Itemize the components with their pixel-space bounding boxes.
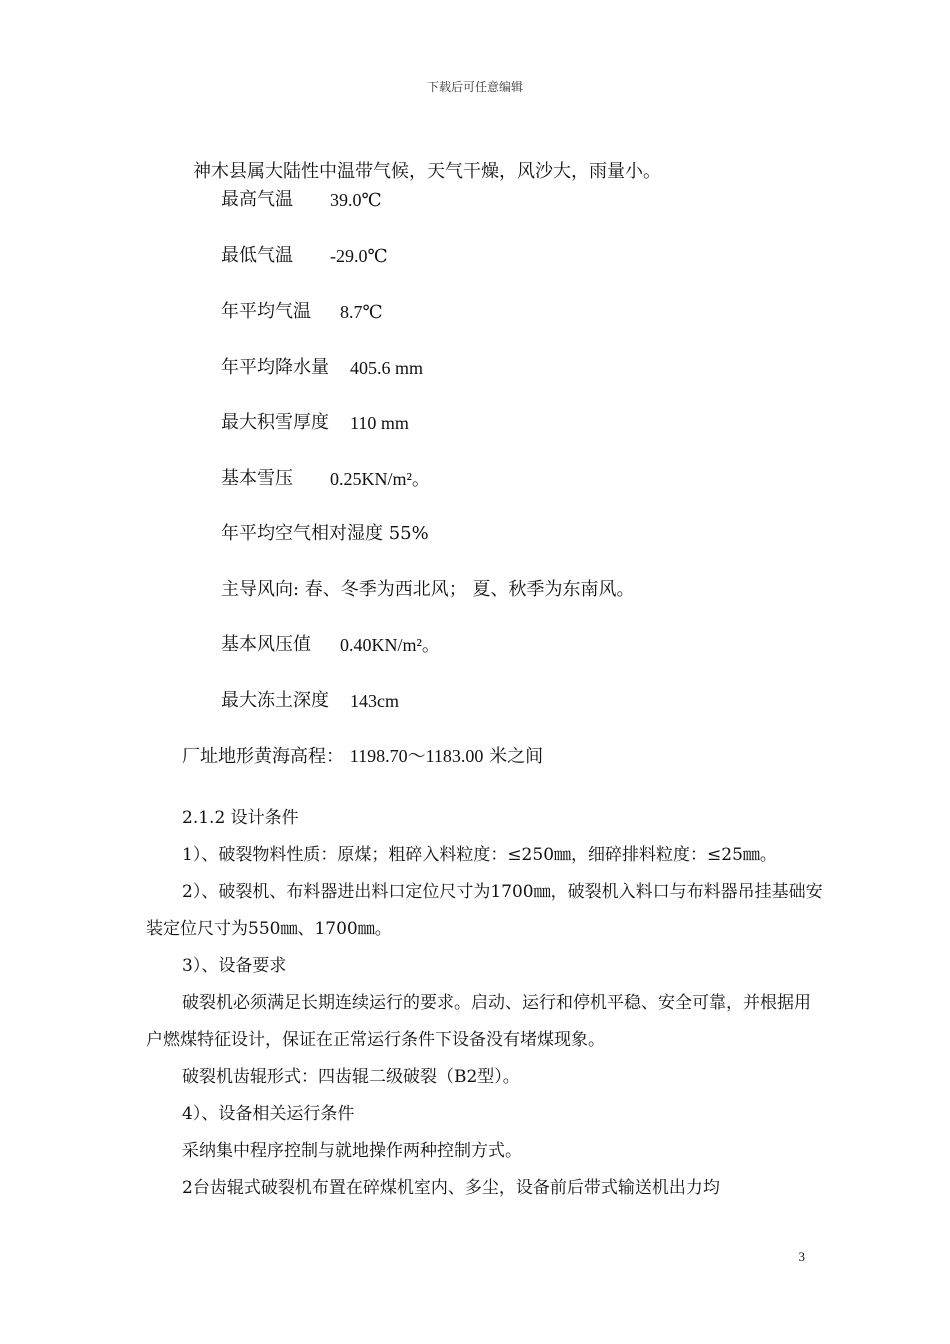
paragraph-material: 1）、破裂物料性质：原煤；粗碎入料粒度：≤250㎜，细碎排料粒度：≤25㎜。 <box>182 845 777 865</box>
terrain-elevation <box>182 742 543 768</box>
climate-label: 年平均气温 <box>221 301 311 322</box>
climate-label: 基本雪压 <box>221 468 293 489</box>
climate-intro: 神木县属大陆性中温带气候，天气干燥，风沙大，雨量小。 <box>193 161 661 182</box>
paragraph-operating-heading: 4）、设备相关运行条件 <box>182 1104 355 1124</box>
climate-label: 最低气温 <box>221 245 293 266</box>
climate-label: 基本风压值 <box>221 634 311 655</box>
climate-row-min-temp <box>221 243 388 269</box>
climate-row-humidity <box>221 521 429 547</box>
climate-label: 年平均降水量 <box>221 357 329 378</box>
climate-label: 最大冻土深度 <box>221 690 329 711</box>
climate-value: 39.0℃ <box>330 190 382 210</box>
terrain-value: 1198.70～1183.00 <box>349 746 484 766</box>
paragraph-roller-type: 破裂机齿辊形式：四齿辊二级破裂（B2型）。 <box>182 1067 520 1087</box>
terrain-label: 厂址地形黄海高程： <box>182 746 344 767</box>
design-conditions-section <box>146 800 826 1207</box>
paragraph-requirements-heading: 3）、设备要求 <box>182 956 287 976</box>
climate-label: 最高气温 <box>221 189 293 210</box>
climate-row-precipitation <box>221 355 424 381</box>
climate-row-wind-pressure <box>221 632 440 658</box>
paragraph-layout: 2台齿辊式破裂机布置在碎煤机室内、多尘，设备前后带式输送机出力均 <box>182 1178 720 1198</box>
climate-label: 主导风向: 春、冬季为西北风； 夏、秋季为东南风。 <box>221 579 635 600</box>
paragraph-requirements: 破裂机必须满足长期连续运行的要求。启动、运行和停机平稳、安全可靠，并根据用户燃煤特征设计，保证在正常运行条件下设备没有堵煤现象。 <box>146 993 811 1050</box>
paragraph-control-modes: 采纳集中程序控制与就地操作两种控制方式。 <box>182 1141 522 1161</box>
page-header: 下载后可任意编辑 <box>426 80 523 94</box>
climate-row-snow-pressure <box>221 466 430 492</box>
climate-value: 110 mm <box>350 413 409 433</box>
climate-value: 405.6 mm <box>350 358 424 378</box>
climate-value: 0.25KN/m²。 <box>330 469 430 489</box>
paragraph-dimensions: 2）、破裂机、布料器进出料口定位尺寸为1700㎜，破裂机入料口与布料器吊挂基础安装定位尺寸为550㎜、1700㎜。 <box>146 882 823 939</box>
climate-value: 143cm <box>350 691 399 711</box>
climate-value: 8.7℃ <box>340 302 383 322</box>
climate-row-wind-direction <box>221 577 635 603</box>
climate-value: 0.40KN/m²。 <box>340 635 440 655</box>
climate-value: -29.0℃ <box>330 246 388 266</box>
climate-row-frost-depth <box>221 688 399 714</box>
climate-row-avg-temp <box>221 299 383 325</box>
section-heading: 2.1.2 设计条件 <box>182 808 299 828</box>
climate-label: 年平均空气相对湿度 55% <box>221 523 429 544</box>
climate-row-max-temp <box>221 187 382 213</box>
climate-label: 最大积雪厚度 <box>221 412 329 433</box>
terrain-suffix: 米之间 <box>489 746 544 767</box>
climate-row-snow-depth <box>221 410 409 436</box>
page-number: 3 <box>798 1249 805 1264</box>
